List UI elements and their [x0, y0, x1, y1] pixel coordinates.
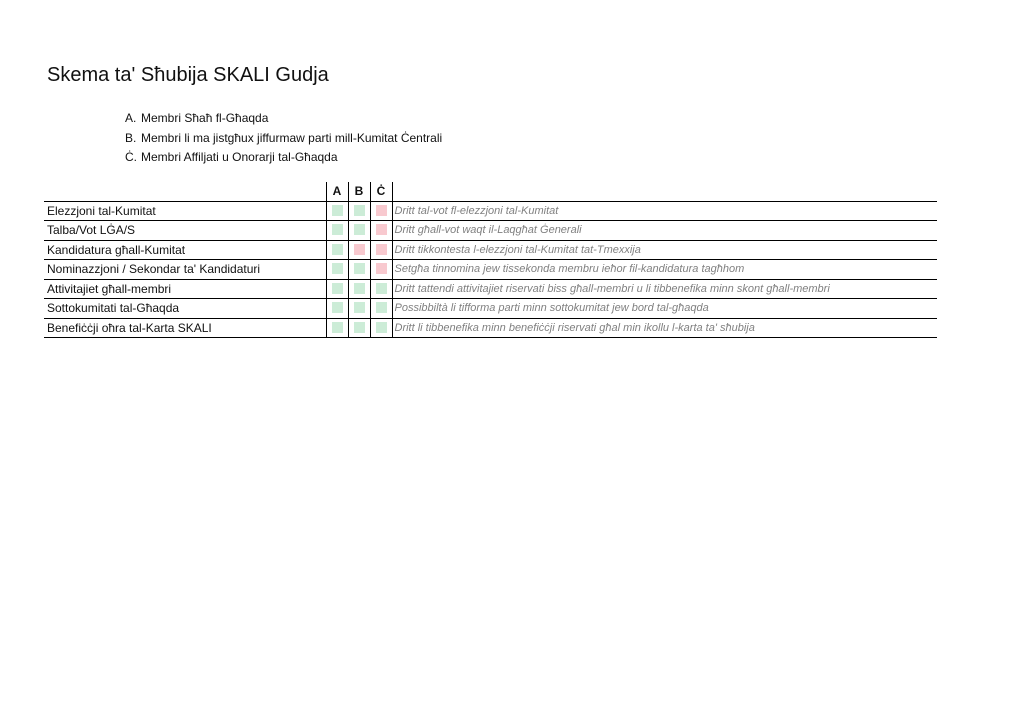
right-name-cell: Sottokumitati tal-Għaqda: [44, 299, 326, 319]
table-body: [44, 201, 937, 338]
legend-item-b: [125, 129, 442, 149]
eligible-green-square: [354, 263, 365, 274]
legend-text: Membri Sħaħ fl-Għaqda: [141, 111, 269, 125]
eligible-green-square: [332, 224, 343, 235]
right-name-cell: Benefiċċji oħra tal-Karta SKALI: [44, 318, 326, 338]
eligibility-cell-a: [326, 260, 348, 280]
table-row: [44, 299, 937, 319]
legend-text: Membri li ma jistgħux jiffurmaw parti mill-Kumitat Ċentrali: [141, 130, 443, 145]
legend-text: Membri Affiljati u Onorarji tal-Għaqda: [141, 150, 338, 164]
eligibility-cell-b: [348, 260, 370, 280]
eligible-green-square: [332, 302, 343, 313]
table-header-row: [44, 182, 937, 201]
right-description-cell: Dritt tikkontesta l-elezzjoni tal-Kumitat tat-Tmexxija: [392, 240, 937, 260]
eligibility-cell-b: [348, 221, 370, 241]
column-header-c: Ċ: [370, 182, 392, 201]
eligible-green-square: [376, 302, 387, 313]
eligibility-cell-a: [326, 318, 348, 338]
document-title: Skema ta' Sħubija SKALI Gudja: [47, 64, 329, 86]
eligible-green-square: [354, 205, 365, 216]
eligible-green-square: [332, 205, 343, 216]
right-description-cell: Setgħa tinnomina jew tissekonda membru ieħor fil-kandidatura tagħhom: [392, 260, 937, 280]
eligibility-cell-b: [348, 201, 370, 221]
right-description-cell: Dritt tal-vot fl-elezzjoni tal-Kumitat: [392, 201, 937, 221]
eligibility-cell-c: [370, 221, 392, 241]
eligibility-cell-b: [348, 240, 370, 260]
eligible-green-square: [376, 283, 387, 294]
legend-key: A.: [125, 111, 137, 125]
eligible-green-square: [332, 244, 343, 255]
eligibility-cell-a: [326, 279, 348, 299]
table-row: [44, 221, 937, 241]
eligible-green-square: [332, 283, 343, 294]
eligible-green-square: [354, 224, 365, 235]
not-eligible-red-square: [376, 244, 387, 255]
eligible-green-square: [332, 322, 343, 333]
not-eligible-red-square: [376, 205, 387, 216]
eligibility-cell-c: [370, 299, 392, 319]
not-eligible-red-square: [376, 224, 387, 235]
not-eligible-red-square: [376, 263, 387, 274]
membership-rights-table: [44, 182, 937, 338]
eligibility-cell-c: [370, 279, 392, 299]
membership-legend: [125, 109, 442, 168]
eligibility-cell-c: [370, 201, 392, 221]
eligible-green-square: [332, 263, 343, 274]
right-name-cell: Kandidatura għall-Kumitat: [44, 240, 326, 260]
header-description: [392, 182, 937, 201]
eligibility-cell-b: [348, 299, 370, 319]
eligibility-cell-a: [326, 221, 348, 241]
eligibility-cell-c: [370, 240, 392, 260]
eligibility-cell-c: [370, 260, 392, 280]
right-description-cell: Dritt għall-vot waqt il-Laqgħat Ġenerali: [392, 221, 937, 241]
eligible-green-square: [354, 283, 365, 294]
legend-key: B.: [125, 130, 137, 145]
column-header-b: B: [348, 182, 370, 201]
eligibility-cell-a: [326, 201, 348, 221]
right-name-cell: Talba/Vot LĠA/S: [44, 221, 326, 241]
legend-item-c: [125, 148, 442, 168]
eligible-green-square: [354, 322, 365, 333]
eligibility-cell-b: [348, 318, 370, 338]
column-header-a: A: [326, 182, 348, 201]
right-description-cell: Dritt li tibbenefika minn benefiċċji riservati għal min ikollu l-karta ta' sħubija: [392, 318, 937, 338]
table-row: [44, 240, 937, 260]
eligible-green-square: [354, 302, 365, 313]
right-name-cell: Nominazzjoni / Sekondar ta' Kandidaturi: [44, 260, 326, 280]
legend-item-a: [125, 109, 442, 129]
table-row: [44, 201, 937, 221]
right-name-cell: Attivitajiet għall-membri: [44, 279, 326, 299]
eligibility-cell-a: [326, 299, 348, 319]
table-row: [44, 260, 937, 280]
right-description-cell: Possibbiltà li tifforma parti minn sottokumitat jew bord tal-għaqda: [392, 299, 937, 319]
legend-key: Ċ.: [125, 150, 137, 164]
header-blank: [44, 182, 326, 201]
right-name-cell: Elezzjoni tal-Kumitat: [44, 201, 326, 221]
right-description-cell: Dritt tattendi attivitajiet riservati biss għall-membri u li tibbenefika minn skont għall-membri: [392, 279, 937, 299]
table-row: [44, 279, 937, 299]
table-row: [44, 318, 937, 338]
eligibility-cell-c: [370, 318, 392, 338]
eligible-green-square: [376, 322, 387, 333]
eligibility-cell-b: [348, 279, 370, 299]
not-eligible-red-square: [354, 244, 365, 255]
eligibility-cell-a: [326, 240, 348, 260]
